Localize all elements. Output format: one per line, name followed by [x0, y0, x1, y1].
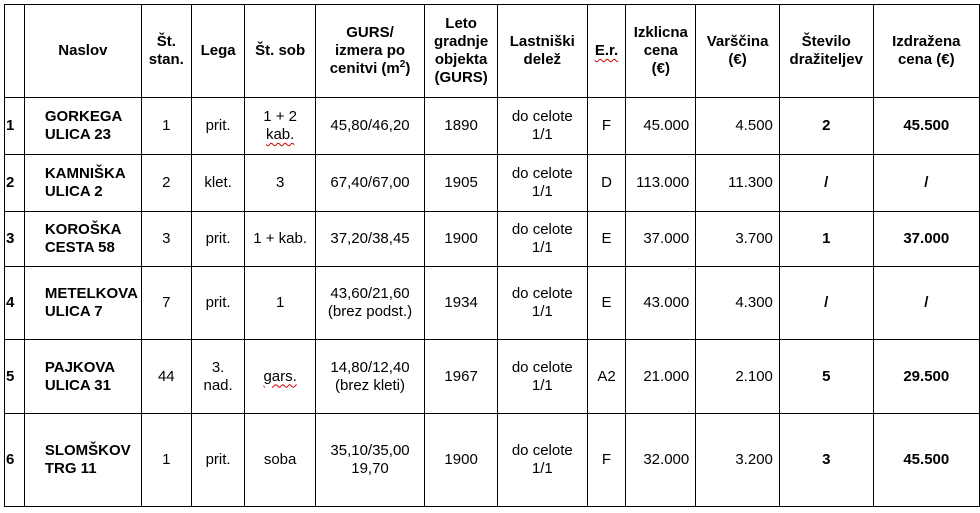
apartment-number-cell: 1: [141, 414, 191, 507]
final-price-cell: /: [873, 155, 979, 212]
deposit-cell: 2.100: [696, 340, 780, 414]
energy-class-cell: D: [587, 155, 626, 212]
table-row: [5, 414, 980, 507]
deposit-cell: 3.700: [696, 212, 780, 267]
bidders-cell: 5: [779, 340, 873, 414]
rooms-cell: gars.: [245, 340, 315, 414]
header-izdrazena: Izdražena cena (€): [873, 5, 979, 98]
address-cell: PAJKOVA ULICA 31: [24, 340, 141, 414]
ownership-cell: do celote 1/1: [497, 267, 587, 340]
position-cell: prit.: [191, 212, 245, 267]
starting-price-cell: 45.000: [626, 98, 696, 155]
header-er: E.r.: [587, 5, 626, 98]
area-cell: 37,20/38,45: [315, 212, 424, 267]
bidders-cell: 3: [779, 414, 873, 507]
area-cell: 35,10/35,00 19,70: [315, 414, 424, 507]
apartment-number-cell: 44: [141, 340, 191, 414]
starting-price-cell: 32.000: [626, 414, 696, 507]
bidders-cell: /: [779, 155, 873, 212]
starting-price-cell: 37.000: [626, 212, 696, 267]
ownership-cell: do celote 1/1: [497, 155, 587, 212]
row-number: 4: [5, 267, 25, 340]
address-cell: KOROŠKA CESTA 58: [24, 212, 141, 267]
table-row: [5, 340, 980, 414]
rooms-cell: soba: [245, 414, 315, 507]
deposit-cell: 4.500: [696, 98, 780, 155]
table-row: [5, 267, 980, 340]
year-cell: 1900: [425, 212, 498, 267]
bidders-cell: 1: [779, 212, 873, 267]
area-cell: 43,60/21,60 (brez podst.): [315, 267, 424, 340]
apartment-number-cell: 3: [141, 212, 191, 267]
address-cell: GORKEGA ULICA 23: [24, 98, 141, 155]
area-cell: 45,80/46,20: [315, 98, 424, 155]
position-cell: klet.: [191, 155, 245, 212]
position-cell: prit.: [191, 267, 245, 340]
deposit-cell: 11.300: [696, 155, 780, 212]
energy-class-cell: E: [587, 267, 626, 340]
header-delez: Lastniški delež: [497, 5, 587, 98]
area-cell: 67,40/67,00: [315, 155, 424, 212]
header-gurs: GURS/ izmera po cenitvi $(m^2)$: [315, 5, 424, 98]
position-cell: prit.: [191, 98, 245, 155]
rooms-cell: 3: [245, 155, 315, 212]
ownership-cell: do celote 1/1: [497, 212, 587, 267]
rooms-cell: 1 + kab.: [245, 212, 315, 267]
energy-class-cell: A2: [587, 340, 626, 414]
year-cell: 1967: [425, 340, 498, 414]
energy-class-cell: F: [587, 414, 626, 507]
header-izklicna: Izklicna cena (€): [626, 5, 696, 98]
starting-price-cell: 113.000: [626, 155, 696, 212]
starting-price-cell: 21.000: [626, 340, 696, 414]
row-number: 5: [5, 340, 25, 414]
header-lega: Lega: [191, 5, 245, 98]
header-st-sob: Št. sob: [245, 5, 315, 98]
final-price-cell: 45.500: [873, 98, 979, 155]
bidders-cell: /: [779, 267, 873, 340]
year-cell: 1934: [425, 267, 498, 340]
row-number: 2: [5, 155, 25, 212]
header-index: [5, 5, 25, 98]
apartment-number-cell: 1: [141, 98, 191, 155]
header-drazitelji: Število dražiteljev: [779, 5, 873, 98]
apartment-number-cell: 7: [141, 267, 191, 340]
header-st-stan: Št. stan.: [141, 5, 191, 98]
ownership-cell: do celote 1/1: [497, 98, 587, 155]
bidders-cell: 2: [779, 98, 873, 155]
starting-price-cell: 43.000: [626, 267, 696, 340]
table-row: [5, 212, 980, 267]
deposit-cell: 4.300: [696, 267, 780, 340]
ownership-cell: do celote 1/1: [497, 414, 587, 507]
position-cell: 3. nad.: [191, 340, 245, 414]
auction-table: [4, 4, 980, 507]
year-cell: 1890: [425, 98, 498, 155]
header-leto: Leto gradnje objekta (GURS): [425, 5, 498, 98]
row-number: 6: [5, 414, 25, 507]
table-row: [5, 155, 980, 212]
rooms-cell: 1: [245, 267, 315, 340]
area-cell: 14,80/12,40 (brez kleti): [315, 340, 424, 414]
apartment-number-cell: 2: [141, 155, 191, 212]
address-cell: KAMNIŠKA ULICA 2: [24, 155, 141, 212]
address-cell: METELKOVA ULICA 7: [24, 267, 141, 340]
header-naslov: Naslov: [24, 5, 141, 98]
deposit-cell: 3.200: [696, 414, 780, 507]
auction-table-wrapper: [4, 4, 980, 507]
header-varscina: Varščina (€): [696, 5, 780, 98]
address-cell: SLOMŠKOV TRG 11: [24, 414, 141, 507]
year-cell: 1905: [425, 155, 498, 212]
energy-class-cell: E: [587, 212, 626, 267]
row-number: 3: [5, 212, 25, 267]
table-row: [5, 98, 980, 155]
header-row: [5, 5, 980, 98]
final-price-cell: 29.500: [873, 340, 979, 414]
row-number: 1: [5, 98, 25, 155]
final-price-cell: /: [873, 267, 979, 340]
ownership-cell: do celote 1/1: [497, 340, 587, 414]
final-price-cell: 45.500: [873, 414, 979, 507]
year-cell: 1900: [425, 414, 498, 507]
rooms-cell: 1 + 2 kab.: [245, 98, 315, 155]
final-price-cell: 37.000: [873, 212, 979, 267]
energy-class-cell: F: [587, 98, 626, 155]
position-cell: prit.: [191, 414, 245, 507]
